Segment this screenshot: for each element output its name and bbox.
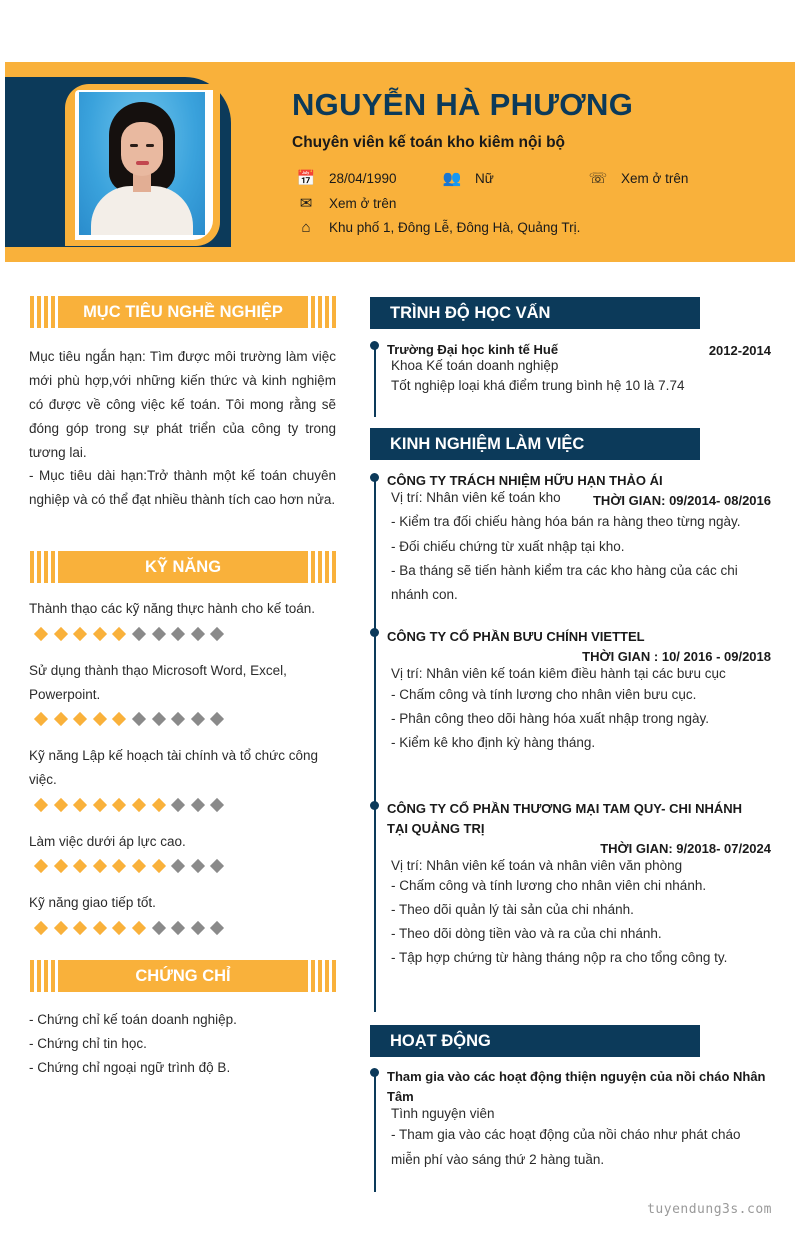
rating-diamond-filled: [132, 921, 146, 935]
rating-diamond-filled: [93, 627, 107, 641]
rating-diamond-filled: [112, 859, 126, 873]
header-banner: [5, 62, 795, 262]
job-duty: - Chấm công và tính lương cho nhân viên bưu cục.: [391, 687, 697, 702]
job-duty: - Tập hợp chứng từ hàng tháng nộp ra cho tổng công ty.: [391, 950, 728, 965]
skill-rating: [33, 712, 229, 726]
skill-rating: [33, 627, 229, 641]
rating-diamond-filled: [93, 859, 107, 873]
phone-icon: ☏: [588, 169, 608, 187]
timeline-dot: [370, 341, 379, 350]
rating-diamond-filled: [73, 921, 87, 935]
rating-diamond-filled: [151, 859, 165, 873]
rating-diamond-empty: [191, 921, 205, 935]
objective-short-term: Mục tiêu ngắn hạn: Tìm được môi trường làm việc mới phù hợp,với những kiến thức và kinh nghiệm có được về công việc kế toán. Tôi mong rằng sẽ đóng góp trong sự phát triển của công ty trong tương lai.: [29, 349, 336, 460]
skill-rating: [33, 859, 229, 873]
job-time: THỜI GIAN : 10/ 2016 - 09/2018: [582, 649, 771, 664]
rating-diamond-empty: [191, 627, 205, 641]
job-duty: - Kiểm kê kho định kỳ hàng tháng.: [391, 735, 596, 750]
candidate-name: NGUYỄN HÀ PHƯƠNG: [292, 87, 634, 122]
education-result: Tốt nghiệp loại khá điểm trung bình hệ 10 là 7.74: [391, 378, 685, 393]
job-duty: nhánh con.: [391, 587, 458, 602]
address-info: [296, 220, 580, 235]
education-section-title: TRÌNH ĐỘ HỌC VẤN: [370, 297, 700, 329]
rating-diamond-filled: [112, 712, 126, 726]
activity-desc: miễn phí vào sáng thứ 2 hàng tuần.: [391, 1152, 605, 1167]
gender-value: Nữ: [475, 171, 494, 186]
education-major: Khoa Kế toán doanh nghiệp: [391, 358, 559, 373]
rating-diamond-filled: [73, 712, 87, 726]
people-icon: 👥: [442, 169, 462, 187]
skill-item: Kỹ năng giao tiếp tốt.: [29, 895, 156, 910]
email-value: Xem ở trên: [329, 196, 397, 211]
rating-diamond-empty: [151, 712, 165, 726]
rating-diamond-filled: [54, 712, 68, 726]
objective-long-term: - Mục tiêu dài hạn:Trở thành một kế toán chuyên nghiệp và có thể đạt nhiều thành tích cao hơn nửa.: [29, 468, 336, 507]
skill-item: Thành thạo các kỹ năng thực hành cho kế toán.: [29, 601, 315, 616]
job-time: THỜI GIAN: 09/2014- 08/2016: [592, 493, 771, 508]
job-duty: - Phân công theo dõi hàng hóa xuất nhập trong ngày.: [391, 711, 709, 726]
rating-diamond-filled: [112, 921, 126, 935]
profile-photo: [79, 92, 205, 235]
job-company: CÔNG TY CỔ PHẦN THƯƠNG MẠI TAM QUY- CHI NHÁNH TẠI QUẢNG TRỊ: [387, 801, 743, 836]
job-duty: - Chấm công và tính lương cho nhân viên chi nhánh.: [391, 878, 707, 893]
phone-value: Xem ở trên: [621, 171, 689, 186]
calendar-icon: 📅: [296, 169, 316, 187]
phone-info: [588, 171, 688, 186]
rating-diamond-empty: [171, 627, 185, 641]
rating-diamond-filled: [54, 627, 68, 641]
rating-diamond-filled: [151, 798, 165, 812]
activity-role: Tình nguyện viên: [391, 1106, 495, 1121]
education-period: 2012-2014: [708, 343, 771, 358]
objective-section-title: MỤC TIÊU NGHỀ NGHIỆP: [30, 296, 336, 328]
rating-diamond-filled: [93, 712, 107, 726]
timeline-dot: [370, 628, 379, 637]
rating-diamond-filled: [132, 859, 146, 873]
rating-diamond-empty: [210, 798, 224, 812]
rating-diamond-empty: [151, 921, 165, 935]
rating-diamond-empty: [210, 921, 224, 935]
rating-diamond-filled: [34, 712, 48, 726]
rating-diamond-filled: [132, 798, 146, 812]
gender-info: [442, 171, 494, 186]
job-company: CÔNG TY CỔ PHẦN BƯU CHÍNH VIETTEL: [387, 629, 645, 644]
rating-diamond-filled: [34, 798, 48, 812]
rating-diamond-filled: [34, 627, 48, 641]
candidate-role: Chuyên viên kế toán kho kiêm nội bộ: [292, 134, 566, 151]
rating-diamond-filled: [34, 921, 48, 935]
rating-diamond-empty: [151, 627, 165, 641]
address-value: Khu phố 1, Đông Lễ, Đông Hà, Quảng Trị.: [329, 220, 581, 235]
home-icon: ⌂: [301, 218, 311, 236]
timeline-line: [374, 345, 376, 417]
rating-diamond-filled: [112, 627, 126, 641]
job-duty: - Theo dõi quản lý tài sản của chi nhánh.: [391, 902, 634, 917]
certificate-item: - Chứng chỉ ngoại ngữ trình độ B.: [29, 1060, 231, 1075]
skill-rating: [33, 798, 229, 812]
rating-diamond-empty: [191, 798, 205, 812]
rating-diamond-filled: [54, 859, 68, 873]
rating-diamond-empty: [171, 921, 185, 935]
experience-section-title: KINH NGHIỆM LÀM VIỆC: [370, 428, 700, 460]
timeline-line: [374, 478, 376, 1012]
rating-diamond-empty: [132, 712, 146, 726]
skill-item: Kỹ năng Lập kế hoạch tài chính và tổ chức công việc.: [29, 748, 318, 787]
rating-diamond-filled: [34, 859, 48, 873]
envelope-icon: ✉: [299, 194, 313, 212]
rating-diamond-filled: [73, 627, 87, 641]
rating-diamond-filled: [112, 798, 126, 812]
certificates-section-title: CHỨNG CHỈ: [30, 960, 336, 992]
certificate-item: - Chứng chỉ kế toán doanh nghiệp.: [29, 1012, 237, 1027]
rating-diamond-empty: [171, 798, 185, 812]
rating-diamond-empty: [171, 859, 185, 873]
job-duty: - Ba tháng sẽ tiến hành kiểm tra các kho hàng của các chi: [391, 563, 738, 578]
job-duty: - Theo dõi dòng tiền vào và ra của chi nhánh.: [391, 926, 662, 941]
watermark: tuyendung3s.com: [647, 1202, 772, 1217]
job-duty: - Kiểm tra đối chiếu hàng hóa bán ra hàng theo từng ngày.: [391, 514, 741, 529]
timeline-line: [374, 1072, 376, 1192]
birthday-info: [296, 171, 397, 186]
rating-diamond-filled: [93, 798, 107, 812]
activity-name: Tham gia vào các hoạt động thiện nguyện của nồi cháo Nhân Tâm: [387, 1069, 766, 1104]
email-info: [296, 196, 396, 211]
skills-section-title: KỸ NĂNG: [30, 551, 336, 583]
birthday-value: 28/04/1990: [329, 171, 397, 186]
job-duty: - Đối chiếu chứng từ xuất nhập tại kho.: [391, 539, 625, 554]
rating-diamond-empty: [132, 627, 146, 641]
rating-diamond-empty: [210, 859, 224, 873]
school-name: Trường Đại học kinh tế Huế: [387, 342, 559, 357]
job-position: Vị trí: Nhân viên kế toán và nhân viên văn phòng: [391, 858, 683, 873]
rating-diamond-empty: [171, 712, 185, 726]
job-position: Vị trí: Nhân viên kế toán kho: [391, 490, 561, 505]
activity-desc: - Tham gia vào các hoạt động của nồi cháo như phát cháo: [391, 1127, 741, 1142]
rating-diamond-empty: [210, 627, 224, 641]
rating-diamond-empty: [191, 859, 205, 873]
rating-diamond-empty: [191, 712, 205, 726]
rating-diamond-filled: [54, 921, 68, 935]
rating-diamond-empty: [210, 712, 224, 726]
skill-item: Sử dụng thành thạo Microsoft Word, Excel, Powerpoint.: [29, 663, 287, 702]
rating-diamond-filled: [73, 798, 87, 812]
certificate-item: - Chứng chỉ tin học.: [29, 1036, 147, 1051]
activities-section-title: HOẠT ĐỘNG: [370, 1025, 700, 1057]
timeline-dot: [370, 1068, 379, 1077]
rating-diamond-filled: [73, 859, 87, 873]
rating-diamond-filled: [93, 921, 107, 935]
skill-item: Làm việc dưới áp lực cao.: [29, 834, 186, 849]
timeline-dot: [370, 473, 379, 482]
timeline-dot: [370, 801, 379, 810]
rating-diamond-filled: [54, 798, 68, 812]
job-company: CÔNG TY TRÁCH NHIỆM HỮU HẠN THẢO ÁI: [387, 473, 663, 488]
job-time: THỜI GIAN: 9/2018- 07/2024: [600, 841, 771, 856]
skill-rating: [33, 921, 229, 935]
job-position: Vị trí: Nhân viên kế toán kiêm điều hành tại các bưu cục: [391, 666, 726, 681]
